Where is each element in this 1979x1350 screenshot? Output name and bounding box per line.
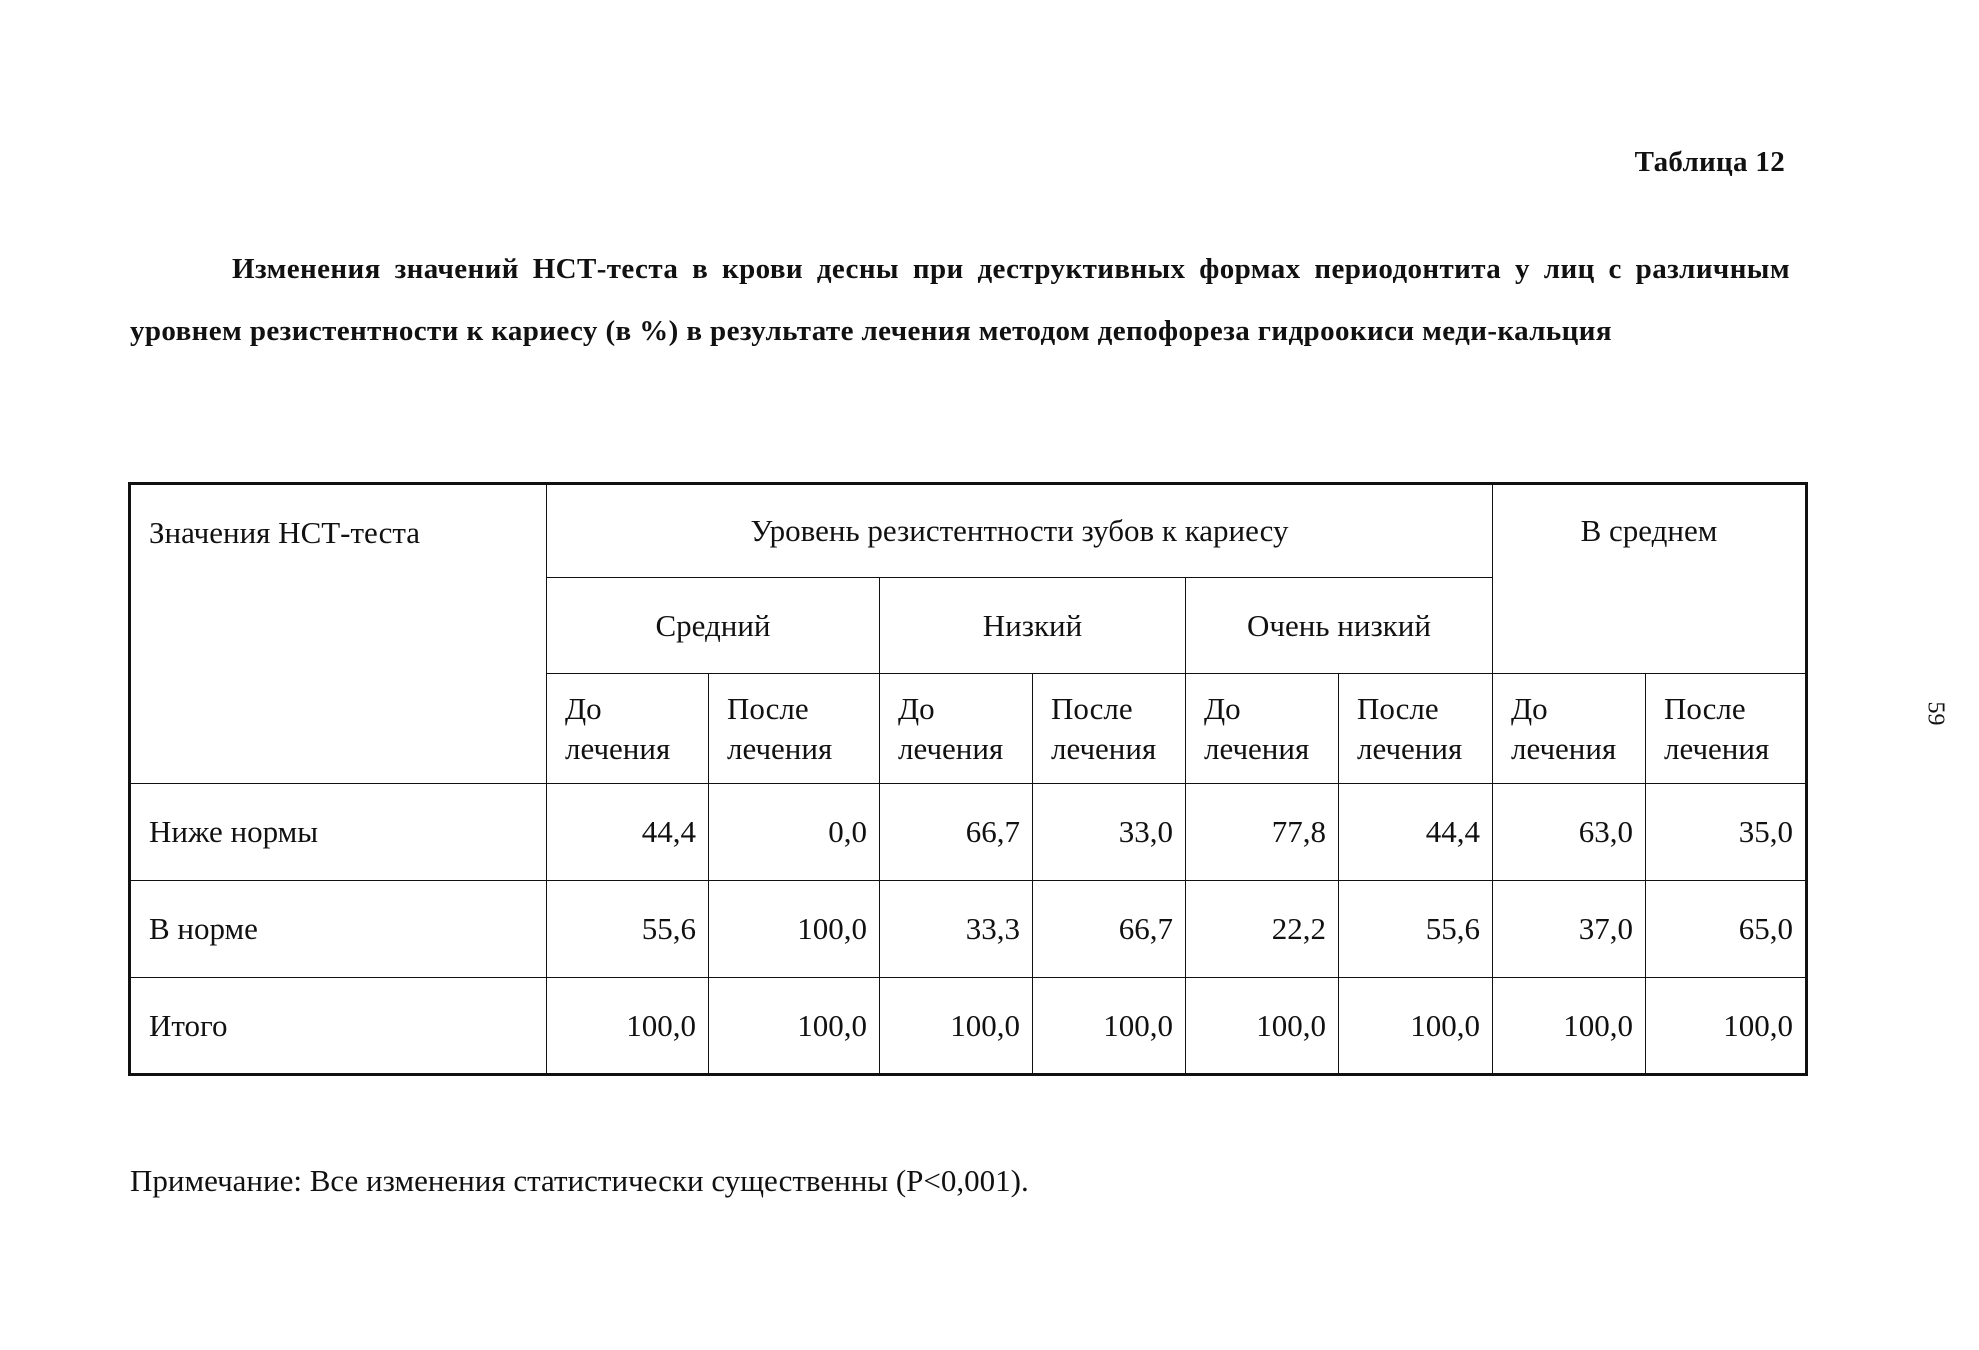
table-cell: 100,0 <box>1033 978 1186 1075</box>
after-treatment-header: После лечения <box>709 674 880 784</box>
before-treatment-header: До лечения <box>880 674 1033 784</box>
table-cell: 66,7 <box>880 784 1033 881</box>
row-label: Итого <box>130 978 547 1075</box>
table-cell: 37,0 <box>1493 881 1646 978</box>
before-treatment-header: До лечения <box>547 674 709 784</box>
row-label: В норме <box>130 881 547 978</box>
table-cell: 44,4 <box>1339 784 1493 881</box>
table-row <box>130 784 1807 881</box>
before-treatment-header: До лечения <box>1493 674 1646 784</box>
table-note: Примечание: Все изменения статистически существенны (Р<0,001). <box>130 1163 1029 1198</box>
after-treatment-header: После лечения <box>1646 674 1807 784</box>
results-table <box>128 482 1808 1076</box>
table-cell: 65,0 <box>1646 881 1807 978</box>
table-cell: 55,6 <box>547 881 709 978</box>
page-number: 59 <box>1922 701 1949 726</box>
table-cell: 33,0 <box>1033 784 1186 881</box>
table-cell: 100,0 <box>1493 978 1646 1075</box>
level-header: Средний <box>547 578 880 674</box>
header-row-1 <box>130 484 1807 578</box>
table-cell: 100,0 <box>880 978 1033 1075</box>
table-caption: Изменения значений НСТ-теста в крови десны при деструктивных формах периодонтита у лиц с различным уровнем резистентности к кариесу (в %) в результате лечения методом депофореза гидроокиси меди-кальция <box>130 253 1790 347</box>
table-cell: 100,0 <box>1339 978 1493 1075</box>
table-cell: 35,0 <box>1646 784 1807 881</box>
after-treatment-header: После лечения <box>1339 674 1493 784</box>
resistance-group-header: Уровень резистентности зубов к кариесу <box>547 484 1493 578</box>
corner-header: Значения НСТ-теста <box>130 484 547 784</box>
before-treatment-header: До лечения <box>1186 674 1339 784</box>
table-cell: 33,3 <box>880 881 1033 978</box>
table-cell: 22,2 <box>1186 881 1339 978</box>
table-cell: 100,0 <box>709 978 880 1075</box>
table-row <box>130 881 1807 978</box>
row-label: Ниже нормы <box>130 784 547 881</box>
after-treatment-header: После лечения <box>1033 674 1186 784</box>
table-number: Таблица 12 <box>1634 146 1785 178</box>
table-cell: 66,7 <box>1033 881 1186 978</box>
table-cell: 44,4 <box>547 784 709 881</box>
mean-header: В среднем <box>1493 484 1807 674</box>
table-cell: 100,0 <box>1646 978 1807 1075</box>
table-cell: 0,0 <box>709 784 880 881</box>
table-cell: 55,6 <box>1339 881 1493 978</box>
table-cell: 77,8 <box>1186 784 1339 881</box>
table-cell: 63,0 <box>1493 784 1646 881</box>
table-cell: 100,0 <box>547 978 709 1075</box>
level-header: Низкий <box>880 578 1186 674</box>
table-cell: 100,0 <box>709 881 880 978</box>
table-cell: 100,0 <box>1186 978 1339 1075</box>
level-header: Очень низкий <box>1186 578 1493 674</box>
table-row <box>130 978 1807 1075</box>
